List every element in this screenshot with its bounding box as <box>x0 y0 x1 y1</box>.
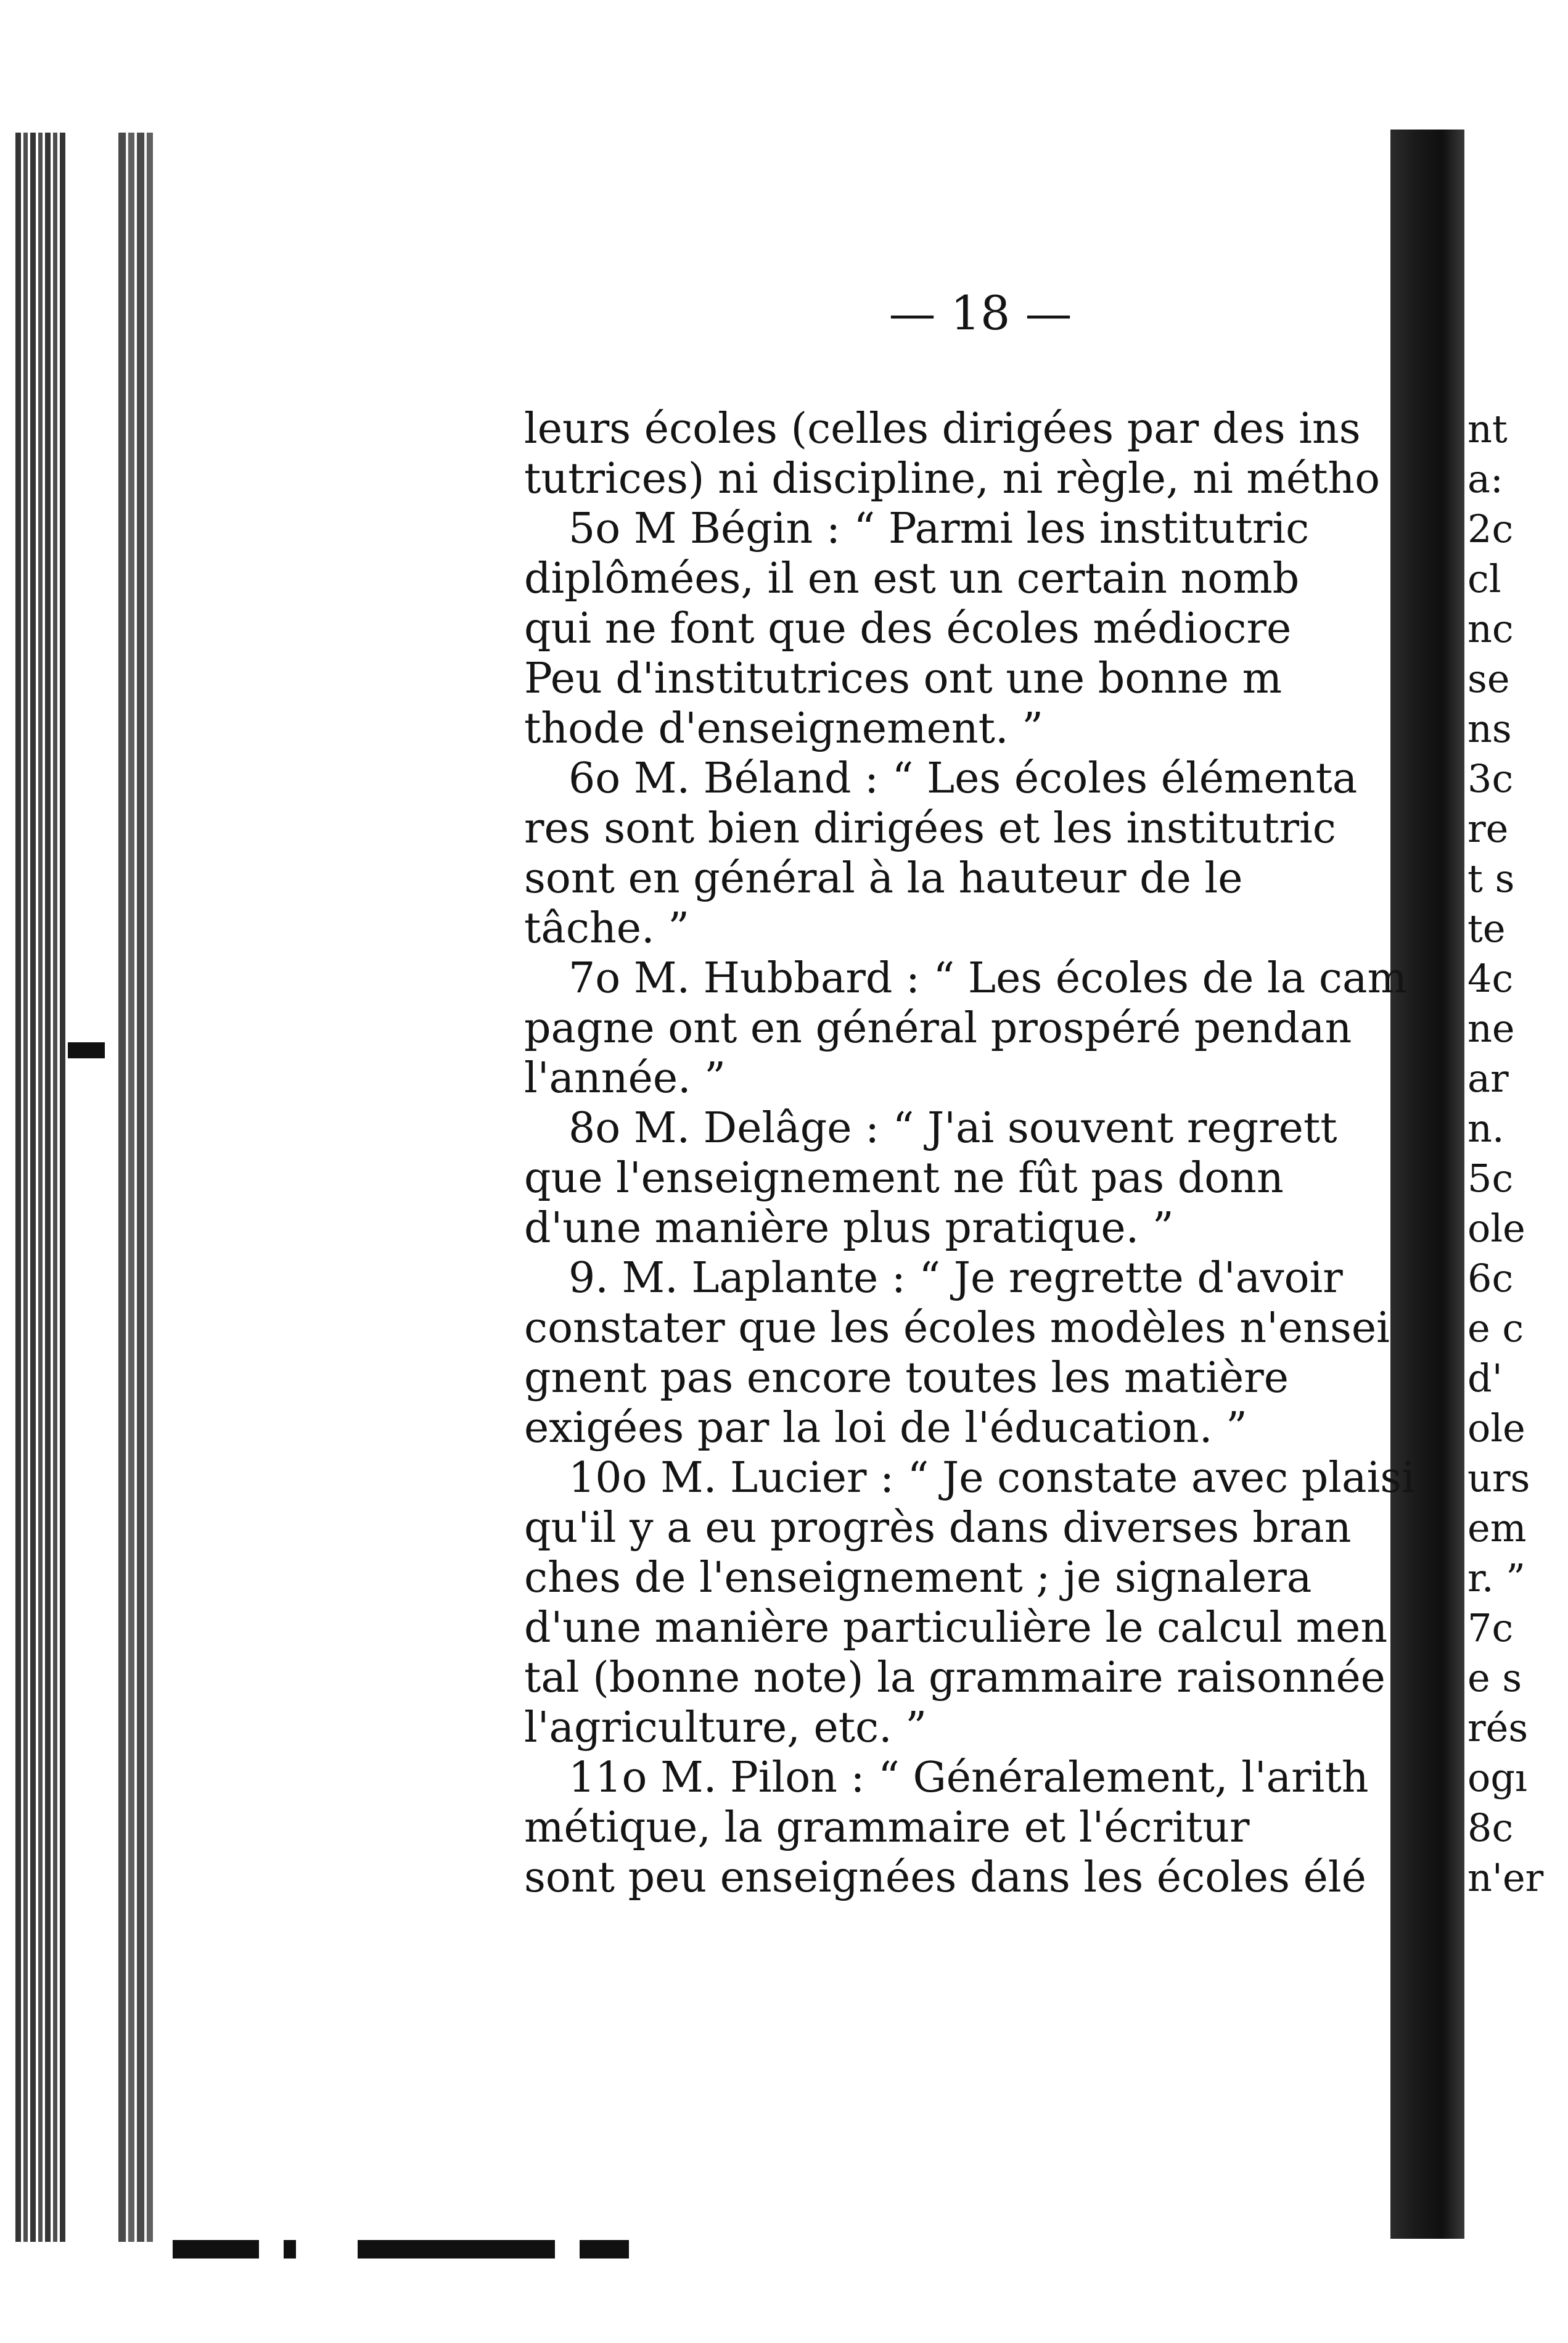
scan-notch-mark <box>68 1042 105 1058</box>
facing-page-fragments <box>1467 404 1544 1903</box>
text-line: res sont bien dirigées et les institutric <box>524 804 1336 853</box>
text-line: 9. M. Laplante : “ Je regrette d'avoir <box>569 1254 1343 1303</box>
text-line: thode d'enseignement. ” <box>524 704 1043 753</box>
text-line: l'agriculture, etc. ” <box>524 1703 927 1752</box>
margin-fragment: cl <box>1467 556 1501 601</box>
text-line: gnent pas encore toutes les matière <box>524 1354 1289 1402</box>
page-number: — 18 — <box>889 286 1072 340</box>
text-line: 6o M. Béland : “ Les écoles élémenta <box>569 754 1358 803</box>
text-line: l'année. ” <box>524 1054 726 1103</box>
body-text <box>524 404 1492 1958</box>
text-line: qu'il y a eu progrès dans diverses bran <box>524 1504 1352 1552</box>
text-line: diplômées, il en est un certain nomb <box>524 554 1300 603</box>
text-line: tal (bonne note) la grammaire raisonnée <box>524 1653 1385 1702</box>
text-line: tâche. ” <box>524 904 689 953</box>
margin-fragment: a: <box>1467 456 1503 501</box>
margin-fragment: 7c <box>1467 1605 1514 1650</box>
scan-border-left-inner <box>118 133 154 2242</box>
text-line: sont peu enseignées dans les écoles élé <box>524 1853 1366 1902</box>
margin-fragment: urs <box>1467 1456 1530 1501</box>
text-line: d'une manière particulière le calcul men <box>524 1604 1388 1652</box>
margin-fragment: nt <box>1467 406 1508 451</box>
margin-fragment: ogı <box>1467 1755 1527 1800</box>
text-line: que l'enseignement ne fût pas donn <box>524 1154 1284 1203</box>
margin-fragment: 3c <box>1467 756 1514 801</box>
text-line: 11o M. Pilon : “ Généralement, l'arith <box>569 1753 1369 1802</box>
text-line: 7o M. Hubbard : “ Les écoles de la cam <box>569 954 1407 1003</box>
scan-border-bottom <box>173 2240 629 2259</box>
text-line: pagne ont en général prospéré pendan <box>524 1004 1352 1053</box>
margin-fragment: rés <box>1467 1705 1529 1750</box>
margin-fragment: 4c <box>1467 956 1514 1001</box>
margin-fragment: em <box>1467 1505 1527 1550</box>
margin-fragment: r. ” <box>1467 1555 1525 1600</box>
margin-fragment: 5c <box>1467 1156 1514 1201</box>
margin-fragment: 8c <box>1467 1805 1514 1850</box>
text-line: 5o M Bégin : “ Parmi les institutric <box>569 504 1310 553</box>
text-line: 10o M. Lucier : “ Je constate avec plaisi <box>569 1454 1415 1502</box>
margin-fragment: se <box>1467 656 1510 701</box>
margin-fragment: ns <box>1467 706 1512 751</box>
margin-fragment: n'er <box>1467 1855 1544 1900</box>
margin-fragment: 6c <box>1467 1256 1514 1301</box>
margin-fragment: ole <box>1467 1406 1525 1451</box>
margin-fragment: nc <box>1467 606 1514 651</box>
margin-fragment: n. <box>1467 1106 1504 1151</box>
scan-border-left <box>15 133 68 2242</box>
margin-fragment: ne <box>1467 1006 1515 1051</box>
text-line: exigées par la loi de l'éducation. ” <box>524 1404 1247 1452</box>
text-line: Peu d'institutrices ont une bonne m <box>524 654 1283 703</box>
text-line: ches de l'enseignement ; je signalera <box>524 1554 1312 1602</box>
text-line: sont en général à la hauteur de le <box>524 854 1243 903</box>
text-line: qui ne font que des écoles médiocre <box>524 604 1292 653</box>
margin-fragment: d' <box>1467 1356 1503 1401</box>
text-line: métique, la grammaire et l'écritur <box>524 1803 1250 1852</box>
margin-fragment: e s <box>1467 1655 1522 1700</box>
text-line: 8o M. Delâge : “ J'ai souvent regrett <box>569 1104 1337 1153</box>
margin-fragment: re <box>1467 806 1509 851</box>
text-line: tutrices) ni discipline, ni règle, ni métho <box>524 455 1381 503</box>
margin-fragment: 2c <box>1467 506 1514 551</box>
text-line: d'une manière plus pratique. ” <box>524 1204 1174 1253</box>
margin-fragment: t s <box>1467 856 1515 901</box>
margin-fragment: e c <box>1467 1306 1524 1351</box>
text-line: constater que les écoles modèles n'ensei <box>524 1304 1390 1353</box>
margin-fragment: ar <box>1467 1056 1509 1101</box>
text-line: leurs écoles (celles dirigées par des ins <box>524 405 1361 453</box>
margin-fragment: te <box>1467 906 1506 951</box>
margin-fragment: ole <box>1467 1206 1525 1251</box>
